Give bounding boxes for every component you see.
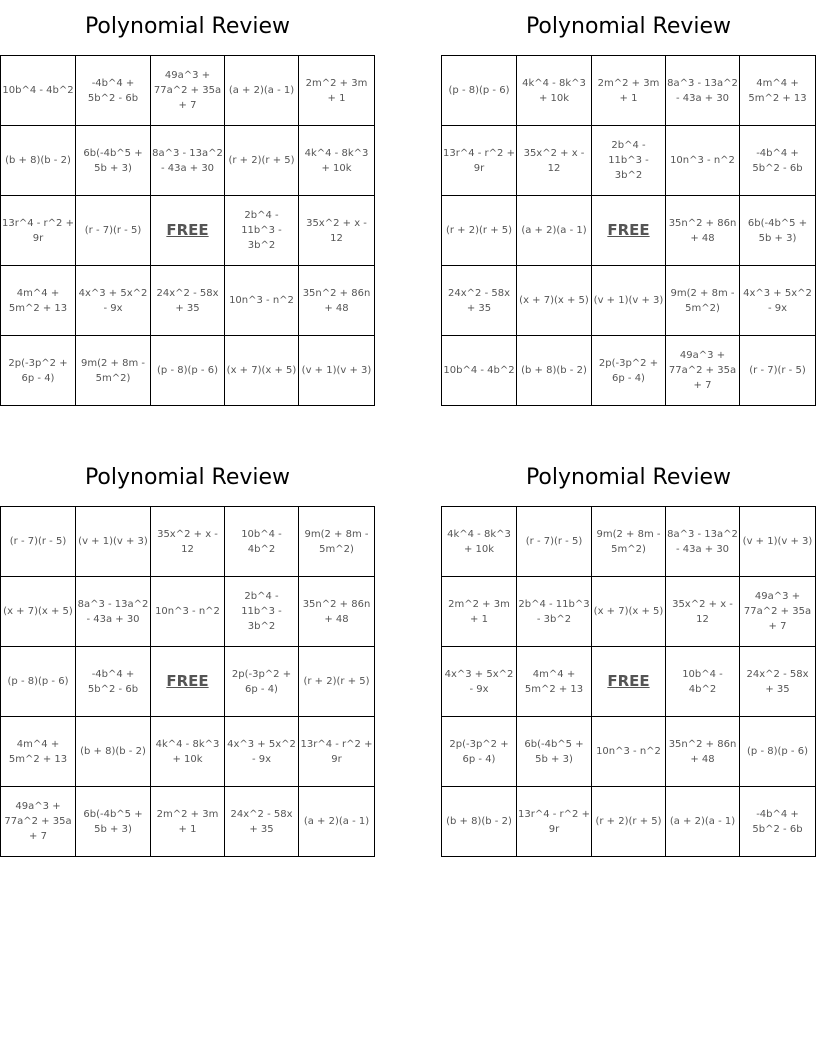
bingo-cell: 13r^4 - r^2 + 9r: [1, 196, 76, 266]
bingo-cell: 4x^3 + 5x^2 - 9x: [76, 266, 151, 336]
bingo-cell: 2b^4 - 11b^3 - 3b^2: [225, 196, 299, 266]
bingo-cell: 4x^3 + 5x^2 - 9x: [225, 717, 299, 787]
bingo-cell: 2p(-3p^2 + 6p - 4): [225, 647, 299, 717]
bingo-cell: (b + 8)(b - 2): [517, 336, 592, 405]
bingo-cell: 13r^4 - r^2 + 9r: [442, 126, 517, 196]
bingo-cell: (v + 1)(v + 3): [592, 266, 666, 336]
bingo-cell: 49a^3 + 77a^2 + 35a + 7: [1, 787, 76, 856]
bingo-cell: 6b(-4b^5 + 5b + 3): [740, 196, 815, 266]
bingo-cell: (v + 1)(v + 3): [740, 507, 815, 577]
bingo-cell: 2p(-3p^2 + 6p - 4): [1, 336, 76, 405]
bingo-cell: 10n^3 - n^2: [225, 266, 299, 336]
free-space-cell: FREE: [151, 647, 225, 717]
bingo-cell: -4b^4 + 5b^2 - 6b: [76, 56, 151, 126]
bingo-cell: 35x^2 + x - 12: [666, 577, 740, 647]
bingo-cell: (a + 2)(a - 1): [666, 787, 740, 856]
bingo-cell: 13r^4 - r^2 + 9r: [299, 717, 374, 787]
bingo-cell: 35n^2 + 86n + 48: [299, 577, 374, 647]
bingo-cell: 10n^3 - n^2: [666, 126, 740, 196]
bingo-cell: (p - 8)(p - 6): [442, 56, 517, 126]
bingo-cell: (b + 8)(b - 2): [1, 126, 76, 196]
bingo-cell: 4m^4 + 5m^2 + 13: [1, 717, 76, 787]
bingo-cell: 24x^2 - 58x + 35: [151, 266, 225, 336]
bingo-cell: (r - 7)(r - 5): [76, 196, 151, 266]
bingo-cell: 9m(2 + 8m - 5m^2): [76, 336, 151, 405]
bingo-cell: 4k^4 - 8k^3 + 10k: [151, 717, 225, 787]
bingo-cell: 4m^4 + 5m^2 + 13: [740, 56, 815, 126]
bingo-cell: 4k^4 - 8k^3 + 10k: [442, 507, 517, 577]
bingo-cell: (p - 8)(p - 6): [740, 717, 815, 787]
bingo-cell: 6b(-4b^5 + 5b + 3): [517, 717, 592, 787]
bingo-cell: 4m^4 + 5m^2 + 13: [1, 266, 76, 336]
bingo-cell: (x + 7)(x + 5): [225, 336, 299, 405]
card-title: Polynomial Review: [84, 465, 291, 490]
bingo-cell: (r - 7)(r - 5): [517, 507, 592, 577]
bingo-cell: 8a^3 - 13a^2 - 43a + 30: [666, 507, 740, 577]
bingo-cell: (r + 2)(r + 5): [225, 126, 299, 196]
bingo-cell: 35x^2 + x - 12: [299, 196, 374, 266]
bingo-cell: (a + 2)(a - 1): [225, 56, 299, 126]
bingo-cell: 49a^3 + 77a^2 + 35a + 7: [151, 56, 225, 126]
bingo-cell: 2p(-3p^2 + 6p - 4): [592, 336, 666, 405]
bingo-grid: [441, 55, 816, 406]
bingo-cell: (a + 2)(a - 1): [303, 816, 370, 827]
bingo-cell: 35n^2 + 86n + 48: [666, 196, 740, 266]
bingo-cell: 9m(2 + 8m - 5m^2): [299, 507, 374, 577]
card-title: Polynomial Review: [525, 14, 732, 39]
bingo-cell: 10b^4 - 4b^2: [666, 647, 740, 717]
bingo-cell: 10b^4 - 4b^2: [442, 336, 517, 405]
bingo-cell: 49a^3 + 77a^2 + 35a + 7: [740, 577, 815, 647]
bingo-grid: [441, 506, 816, 857]
free-space-cell: FREE: [592, 647, 666, 717]
bingo-cell: 2m^2 + 3m + 1: [442, 577, 517, 647]
bingo-cell: 24x^2 - 58x + 35: [740, 647, 815, 717]
bingo-grid: [0, 506, 375, 857]
bingo-cell: 8a^3 - 13a^2 - 43a + 30: [76, 577, 151, 647]
bingo-cell: (r - 7)(r - 5): [1, 507, 76, 577]
bingo-cell: 10b^4 - 4b^2: [225, 507, 299, 577]
bingo-cell: 4x^3 + 5x^2 - 9x: [740, 266, 815, 336]
bingo-cell: (v + 1)(v + 3): [301, 365, 372, 376]
bingo-cell: 8a^3 - 13a^2 - 43a + 30: [151, 126, 225, 196]
bingo-cell: 2m^2 + 3m + 1: [299, 56, 374, 126]
bingo-cell: 6b(-4b^5 + 5b + 3): [76, 787, 151, 856]
bingo-cell: (x + 7)(x + 5): [592, 577, 666, 647]
bingo-cell: -4b^4 + 5b^2 - 6b: [752, 808, 803, 835]
bingo-cell: 4k^4 - 8k^3 + 10k: [517, 56, 592, 126]
bingo-cell: (b + 8)(b - 2): [76, 717, 151, 787]
bingo-cell: 49a^3 + 77a^2 + 35a + 7: [666, 336, 740, 405]
bingo-cell: 10n^3 - n^2: [592, 717, 666, 787]
bingo-cell: (r + 2)(r + 5): [592, 787, 666, 856]
bingo-cell: 24x^2 - 58x + 35: [225, 787, 299, 856]
bingo-cell: 10n^3 - n^2: [151, 577, 225, 647]
bingo-cell: (x + 7)(x + 5): [1, 577, 76, 647]
bingo-cell: 2m^2 + 3m + 1: [151, 787, 225, 856]
bingo-cell: -4b^4 + 5b^2 - 6b: [76, 647, 151, 717]
free-space-cell: FREE: [592, 196, 666, 266]
free-space-cell: FREE: [151, 196, 225, 266]
bingo-cell: -4b^4 + 5b^2 - 6b: [740, 126, 815, 196]
card-title: Polynomial Review: [84, 14, 291, 39]
bingo-cell: 6b(-4b^5 + 5b + 3): [76, 126, 151, 196]
bingo-cell: 2m^2 + 3m + 1: [592, 56, 666, 126]
bingo-cell: 35x^2 + x - 12: [151, 507, 225, 577]
bingo-cell: 4k^4 - 8k^3 + 10k: [299, 126, 374, 196]
bingo-cell: 2b^4 - 11b^3 - 3b^2: [517, 577, 592, 647]
bingo-cell: (p - 8)(p - 6): [1, 647, 76, 717]
bingo-cell: 8a^3 - 13a^2 - 43a + 30: [666, 56, 740, 126]
bingo-cell: 35n^2 + 86n + 48: [299, 266, 374, 336]
bingo-cell: 4m^4 + 5m^2 + 13: [517, 647, 592, 717]
bingo-cell: (r + 2)(r + 5): [299, 647, 374, 717]
bingo-cell: (a + 2)(a - 1): [517, 196, 592, 266]
bingo-cell: 2b^4 - 11b^3 - 3b^2: [225, 577, 299, 647]
bingo-cell: (v + 1)(v + 3): [76, 507, 151, 577]
bingo-cell: 35x^2 + x - 12: [517, 126, 592, 196]
bingo-cell: 2p(-3p^2 + 6p - 4): [442, 717, 517, 787]
bingo-cell: 10b^4 - 4b^2: [1, 56, 76, 126]
card-title: Polynomial Review: [525, 465, 732, 490]
bingo-cell: 35n^2 + 86n + 48: [666, 717, 740, 787]
bingo-cell: (x + 7)(x + 5): [517, 266, 592, 336]
bingo-cell: (b + 8)(b - 2): [442, 787, 517, 856]
bingo-cell: 9m(2 + 8m - 5m^2): [592, 507, 666, 577]
bingo-cell: 13r^4 - r^2 + 9r: [517, 787, 592, 856]
bingo-cell: 2b^4 - 11b^3 - 3b^2: [592, 126, 666, 196]
bingo-cell: (r - 7)(r - 5): [749, 365, 806, 376]
bingo-cell: (p - 8)(p - 6): [151, 336, 225, 405]
bingo-cell: 24x^2 - 58x + 35: [442, 266, 517, 336]
bingo-cell: (r + 2)(r + 5): [442, 196, 517, 266]
bingo-cell: 4x^3 + 5x^2 - 9x: [442, 647, 517, 717]
bingo-cell: 9m(2 + 8m - 5m^2): [666, 266, 740, 336]
bingo-grid: [0, 55, 375, 406]
